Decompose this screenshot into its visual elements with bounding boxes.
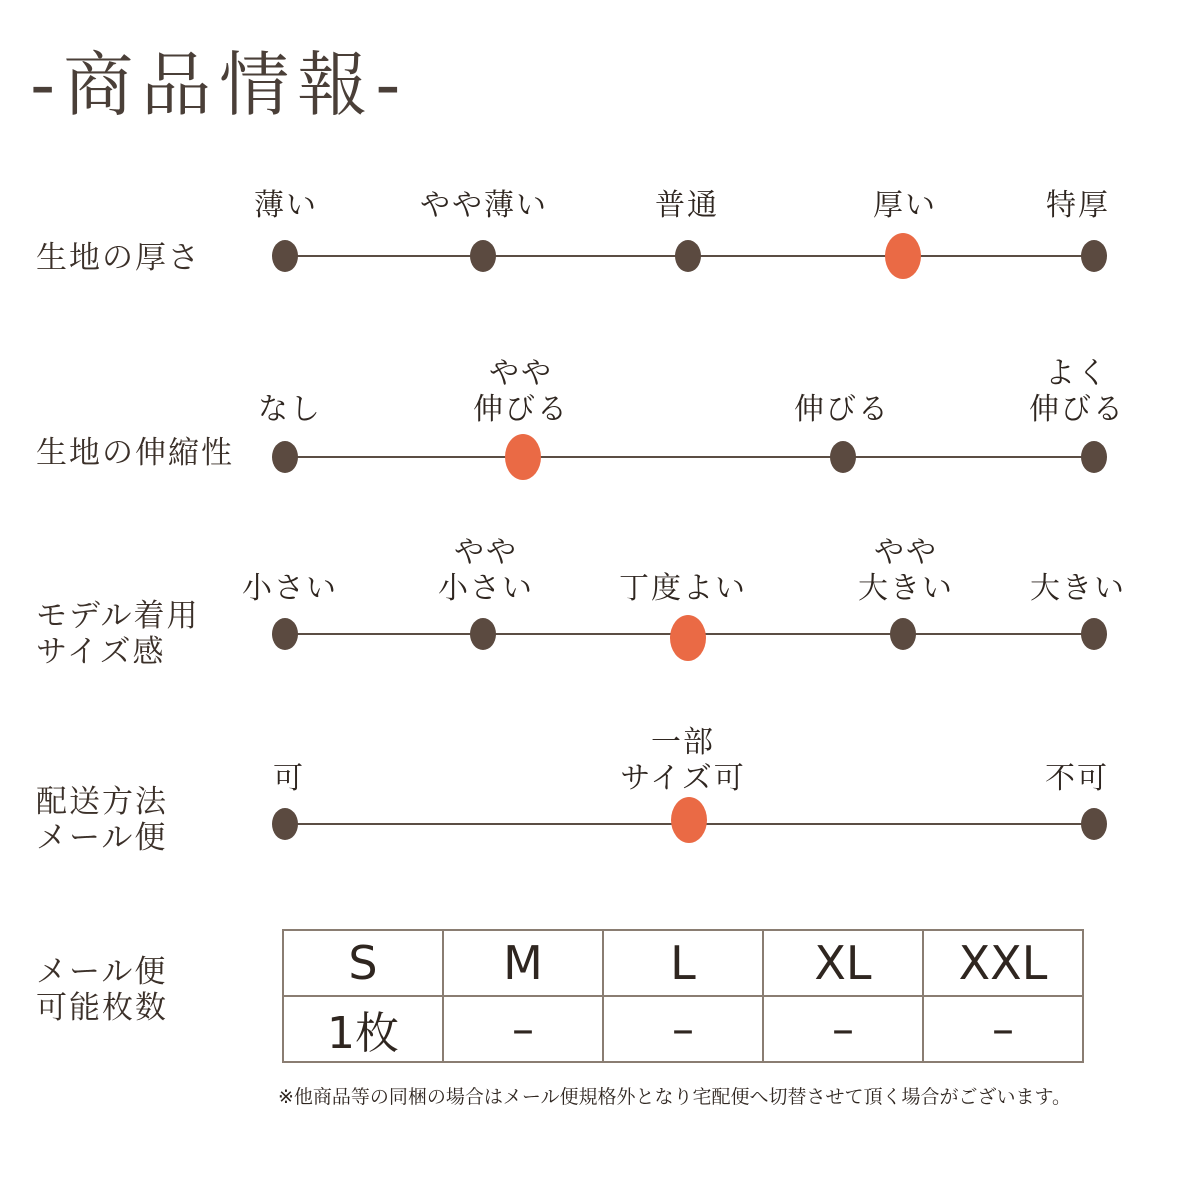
- dot-mail-1-selected: [671, 797, 707, 843]
- row-label-thickness: 生地の厚さ: [36, 240, 201, 276]
- dot-fit-1: [470, 618, 496, 650]
- tick-thickness-1: やや薄い: [420, 188, 548, 223]
- dot-fit-4: [1081, 618, 1107, 650]
- dot-fit-3: [890, 618, 916, 650]
- size-header-xxl: XXL: [923, 930, 1083, 996]
- table-row: [283, 930, 1083, 996]
- tick-stretch-1: やや 伸びる: [473, 356, 569, 427]
- dot-stretch-0: [272, 441, 298, 473]
- mail-capacity-table: [282, 929, 1084, 1063]
- count-s: 1枚: [283, 996, 443, 1062]
- tick-fit-4: 大きい: [1030, 571, 1126, 606]
- count-m: –: [443, 996, 603, 1062]
- row-label-mail-capacity: メール便 可能枚数: [36, 954, 168, 1026]
- tick-fit-0: 小さい: [242, 571, 338, 606]
- count-l: –: [603, 996, 763, 1062]
- tick-fit-3: やや 大きい: [858, 535, 954, 606]
- tick-thickness-4: 特厚: [1046, 188, 1110, 223]
- size-header-l: L: [603, 930, 763, 996]
- dot-thickness-0: [272, 240, 298, 272]
- count-xl: –: [763, 996, 923, 1062]
- table-row: [283, 996, 1083, 1062]
- shipping-note: ※他商品等の同梱の場合はメール便規格外となり宅配便へ切替させて頂く場合がございます。: [278, 1086, 1072, 1108]
- size-header-s: S: [283, 930, 443, 996]
- dot-thickness-4: [1081, 240, 1107, 272]
- tick-stretch-2: 伸びる: [794, 392, 890, 427]
- tick-thickness-2: 普通: [655, 188, 719, 223]
- dot-stretch-1-selected: [505, 434, 541, 480]
- row-label-stretch: 生地の伸縮性: [36, 435, 234, 471]
- tick-thickness-0: 薄い: [254, 188, 318, 223]
- dot-stretch-3: [1081, 441, 1107, 473]
- tick-stretch-0: なし: [258, 392, 322, 427]
- size-header-xl: XL: [763, 930, 923, 996]
- row-label-fit: モデル着用 サイズ感: [36, 598, 200, 670]
- tick-mail-1: 一部 サイズ可: [620, 725, 746, 796]
- count-xxl: –: [923, 996, 1083, 1062]
- scale-line-stretch: [285, 456, 1095, 458]
- tick-thickness-3: 厚い: [873, 188, 937, 223]
- tick-mail-2: 不可: [1045, 761, 1109, 796]
- dot-thickness-2: [675, 240, 701, 272]
- row-label-mail: 配送方法 メール便: [36, 784, 168, 856]
- dot-stretch-2: [830, 441, 856, 473]
- dot-thickness-1: [470, 240, 496, 272]
- dot-thickness-3-selected: [885, 233, 921, 279]
- tick-fit-2: 丁度よい: [619, 571, 747, 606]
- dot-fit-2-selected: [670, 615, 706, 661]
- page-title: -商品情報-: [30, 44, 409, 126]
- tick-fit-1: やや 小さい: [438, 535, 534, 606]
- tick-mail-0: 可: [273, 761, 305, 796]
- dot-fit-0: [272, 618, 298, 650]
- dot-mail-2: [1081, 808, 1107, 840]
- tick-stretch-3: よく 伸びる: [1029, 356, 1125, 427]
- size-header-m: M: [443, 930, 603, 996]
- dot-mail-0: [272, 808, 298, 840]
